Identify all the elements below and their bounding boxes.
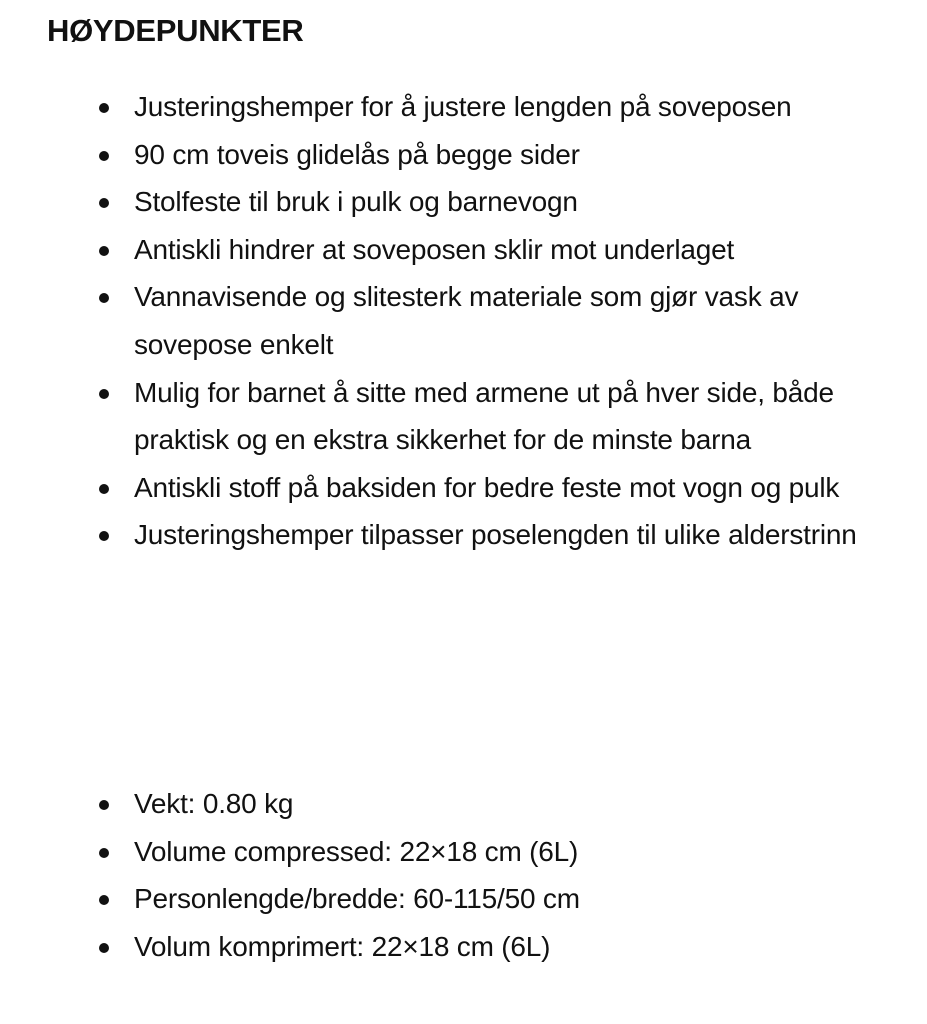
- bullet-icon: [99, 531, 109, 541]
- list-item: [0, 511, 927, 559]
- list-item: [0, 369, 927, 464]
- bullet-icon: [99, 848, 109, 858]
- list-item: [0, 226, 927, 274]
- list-item: [0, 464, 927, 512]
- spec-item-volume-compressed: [0, 828, 927, 876]
- specs-list: [0, 780, 927, 970]
- bullet-icon: [99, 895, 109, 905]
- list-item-text: Mulig for barnet å sitte med armene ut på hver side, både praktisk og en ekstra sikkerhet for de minste barna: [134, 376, 834, 456]
- list-item-text: Justeringshemper tilpasser poselengden til ulike alderstrinn: [134, 519, 857, 551]
- list-item-text: Stolfeste til bruk i pulk og barnevogn: [134, 186, 578, 218]
- list-item-text: Antiskli stoff på baksiden for bedre feste mot vogn og pulk: [134, 471, 840, 503]
- bullet-icon: [99, 484, 109, 494]
- highlights-list: [0, 83, 927, 559]
- list-item-text: Volume compressed: 22×18 cm (6L): [134, 835, 579, 867]
- bullet-icon: [99, 293, 109, 303]
- bullet-icon: [99, 198, 109, 208]
- list-item: [0, 178, 927, 226]
- section-heading: HØYDEPUNKTER: [47, 13, 304, 48]
- list-item-text: Personlengde/bredde: 60-115/50 cm: [134, 883, 580, 915]
- list-item-text: Vekt: 0.80 kg: [134, 788, 294, 819]
- list-item-text: Justeringshemper for å justere lengden på soveposen: [134, 91, 792, 122]
- bullet-icon: [99, 151, 109, 161]
- list-item-text: Volum komprimert: 22×18 cm (6L): [134, 930, 551, 962]
- bullet-icon: [99, 943, 109, 953]
- spec-item-weight: [0, 780, 927, 828]
- list-item: [0, 273, 927, 368]
- list-item-text: Antiskli hindrer at soveposen sklir mot underlaget: [134, 233, 735, 265]
- list-item: [0, 83, 927, 131]
- bullet-icon: [99, 389, 109, 399]
- bullet-icon: [99, 246, 109, 256]
- spec-item-person-size: [0, 875, 927, 923]
- list-item-text: Vannavisende og slitesterk materiale som gjør vask av sovepose enkelt: [134, 281, 799, 360]
- bullet-icon: [99, 103, 109, 113]
- list-item-text: 90 cm toveis glidelås på begge sider: [134, 138, 580, 170]
- spec-item-volum-komprimert: [0, 923, 927, 971]
- bullet-icon: [99, 800, 109, 810]
- list-item: [0, 131, 927, 179]
